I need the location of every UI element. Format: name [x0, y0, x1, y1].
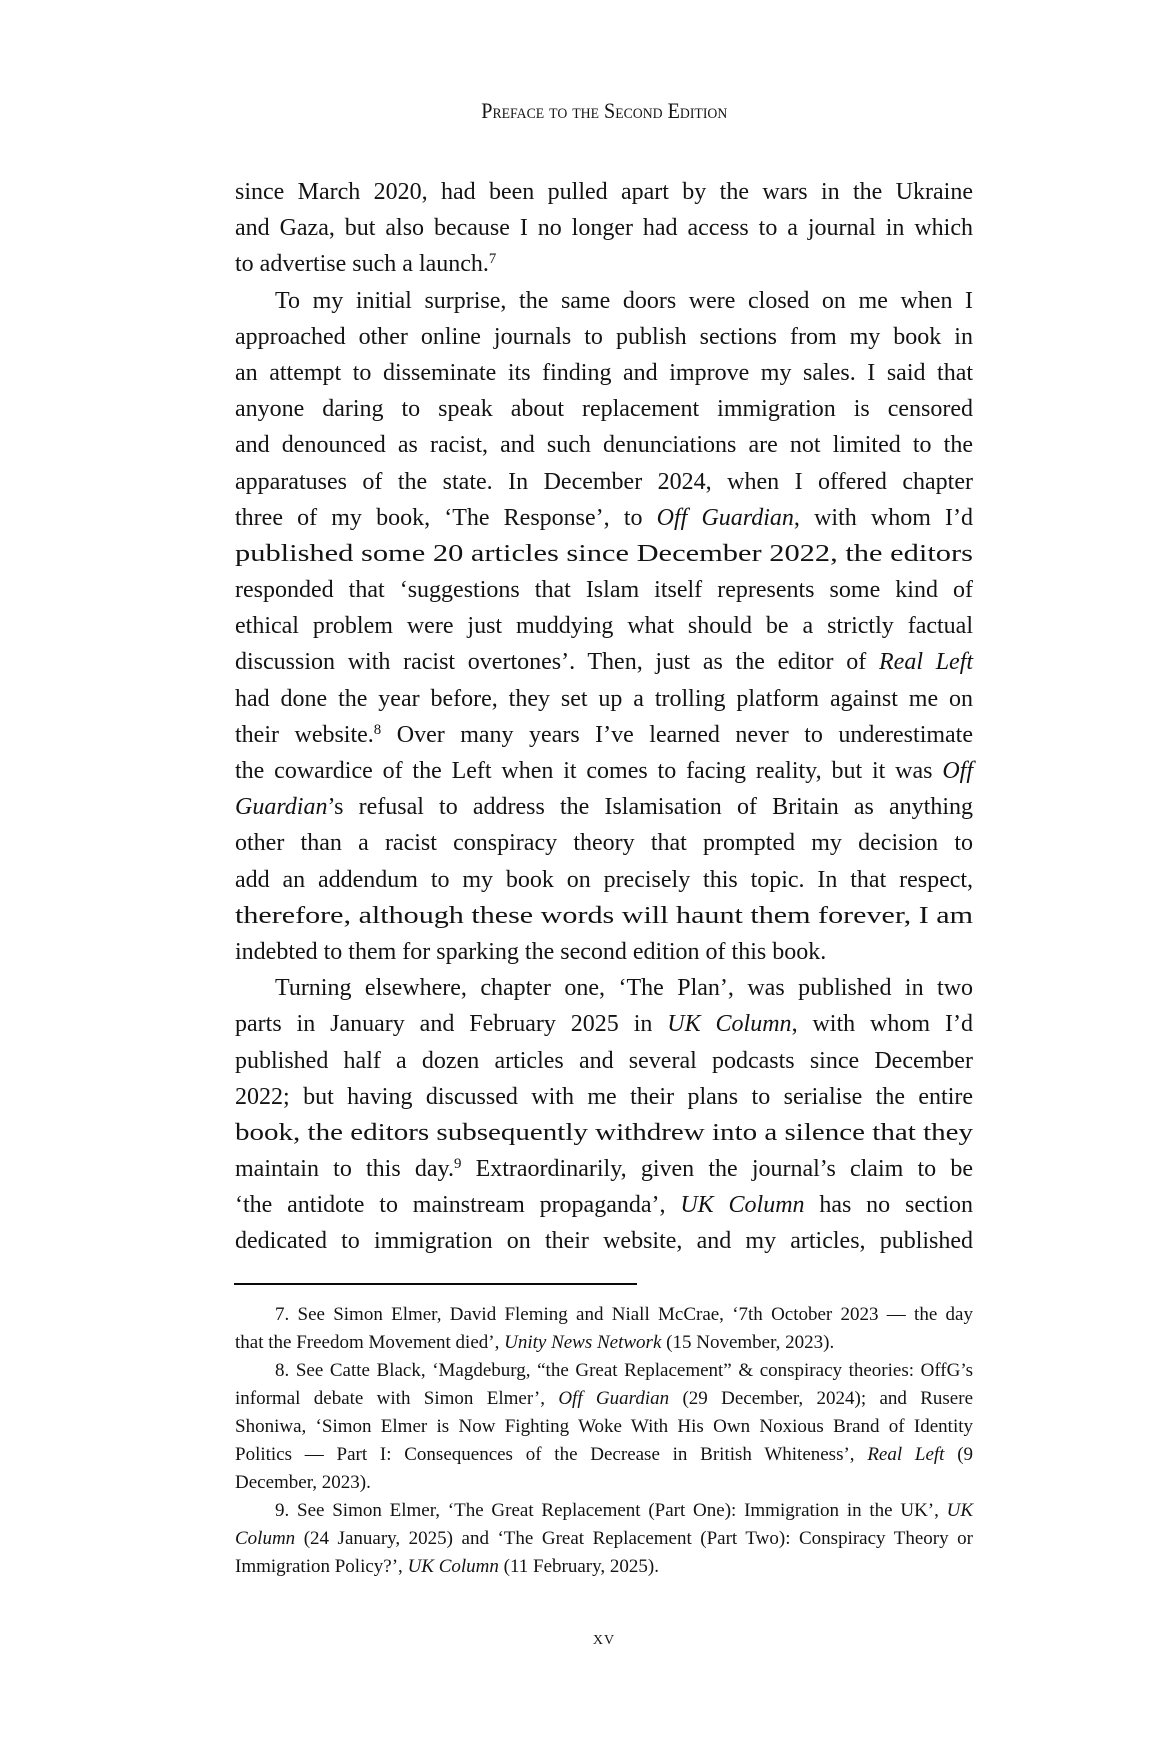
body-text: [235, 174, 973, 1260]
text-segment: , with whom I’d: [793, 504, 974, 531]
text-segment: Unity News Network: [504, 1332, 662, 1353]
footnote-line: [235, 1301, 973, 1329]
text-segment: Shoniwa, ‘Simon Elmer is Now Fighting Woke With His Own Noxious Brand of Identity: [235, 1416, 974, 1437]
text-segment: an attempt to disseminate its finding and improve my sales. I said that: [235, 359, 974, 386]
text-segment: other than a racist conspiracy theory that prompted my decision to: [235, 830, 974, 857]
body-text-line: [235, 934, 973, 970]
footnote-line: [235, 1413, 973, 1441]
text-segment: had done the year before, they set up a trolling platform against me on: [235, 685, 974, 712]
text-segment: To my initial surprise, the same doors were closed on me when I: [275, 287, 974, 314]
body-text-line: [235, 898, 973, 934]
page-number: xv: [592, 1627, 616, 1649]
body-text-line: [235, 210, 973, 246]
text-segment: informal debate with Simon Elmer’,: [235, 1388, 559, 1409]
text-segment: ethical problem were just muddying what should be a strictly factual: [235, 613, 973, 640]
body-text-line: [235, 536, 973, 572]
text-segment: UK: [946, 1500, 974, 1521]
footnote-line: [235, 1441, 973, 1469]
text-segment: UK Column: [407, 1556, 499, 1577]
running-header-text: Preface to the Second Edition: [480, 98, 727, 123]
text-segment: parts in January and February 2025 in: [235, 1011, 668, 1038]
text-segment: to advertise such a launch.: [235, 251, 489, 278]
text-segment: (15 November, 2023).: [661, 1332, 835, 1353]
text-segment: anyone daring to speak about replacement immigration is censored: [235, 396, 973, 423]
body-text-line: [235, 174, 973, 210]
text-segment: 8. See Catte Black, ‘Magdeburg, “the Great Replacement” & conspiracy theories: OffG’s: [275, 1360, 974, 1381]
body-text-line: [235, 427, 973, 463]
running-header: [235, 97, 973, 125]
text-segment: approached other online journals to publish sections from my book in: [235, 323, 973, 350]
text-segment: Real Left: [867, 1444, 945, 1465]
text-segment: has no section: [804, 1192, 973, 1219]
text-segment: maintain to this day.: [235, 1156, 454, 1183]
text-segment: 7. See Simon Elmer, David Fleming and Niall McCrae, ‘7th October 2023 — the day: [275, 1304, 973, 1325]
text-segment: Extraordinarily, given the journal’s claim to be: [461, 1156, 973, 1183]
text-segment: and denounced as racist, and such denunciations are not limited to the: [235, 432, 974, 459]
body-text-line: [235, 717, 973, 753]
footnote-line: [235, 1553, 973, 1581]
text-segment: Over many years I’ve learned never to underestimate: [381, 721, 973, 748]
body-text-line: [235, 246, 973, 282]
text-segment: Column: [235, 1528, 296, 1549]
body-text-line: [235, 644, 973, 680]
body-text-line: [235, 1115, 973, 1151]
text-segment: ’s refusal to address the Islamisation of Britain as anything: [327, 794, 974, 821]
body-text-line: [235, 464, 973, 500]
text-segment: published some 20 articles since December 2022, the editors: [235, 540, 974, 567]
body-text-line: [235, 355, 973, 391]
footnote-reference: 9: [453, 1155, 462, 1172]
text-segment: (29 December, 2024); and Rusere: [669, 1388, 974, 1409]
body-text-line: [235, 1043, 973, 1079]
footnote-line: [235, 1525, 973, 1553]
footnote-line: [235, 1385, 973, 1413]
body-text-line: [235, 608, 973, 644]
text-segment: Guardian: [235, 794, 328, 821]
text-segment: (11 February, 2025).: [498, 1556, 659, 1577]
text-segment: Immigration Policy?’,: [235, 1556, 408, 1577]
text-segment: Off Guardian: [558, 1388, 670, 1409]
text-segment: responded that ‘suggestions that Islam itself represents some kind of: [235, 577, 973, 604]
text-segment: Real Left: [879, 649, 974, 676]
text-segment: Off: [942, 758, 973, 784]
body-text-line: [235, 753, 973, 789]
body-text-line: [235, 1151, 973, 1187]
footnote-line: [235, 1357, 973, 1385]
text-segment: published half a dozen articles and several podcasts since December: [235, 1047, 973, 1074]
footnotes: [235, 1301, 973, 1581]
text-segment: 9. See Simon Elmer, ‘The Great Replacement (Part One): Immigration in the UK’,: [275, 1500, 947, 1521]
body-text-line: [235, 970, 973, 1006]
text-segment: Turning elsewhere, chapter one, ‘The Plan’, was published in two: [275, 975, 974, 1002]
body-text-line: [235, 319, 973, 355]
text-segment: add an addendum to my book on precisely this topic. In that respect,: [235, 866, 974, 893]
text-segment: apparatuses of the state. In December 2024, when I offered chapter: [235, 468, 973, 495]
body-text-line: [235, 789, 973, 825]
text-segment: and Gaza, but also because I no longer had access to a journal in which: [235, 215, 973, 242]
body-text-line: [235, 572, 973, 608]
footnote-line: [235, 1497, 973, 1525]
text-segment: indebted to them for sparking the second edition of this book.: [235, 938, 827, 965]
body-text-line: [235, 391, 973, 427]
text-segment: UK Column: [667, 1011, 792, 1038]
text-segment: ‘the antidote to mainstream propaganda’,: [235, 1192, 681, 1219]
text-segment: book, the editors subsequently withdrew into a silence that they: [235, 1119, 974, 1146]
footnote-line: [235, 1469, 973, 1497]
text-segment: dedicated to immigration on their website, and my articles, published: [235, 1228, 974, 1255]
text-segment: (24 January, 2025) and ‘The Great Replacement (Part Two): Conspiracy Theory or: [295, 1528, 973, 1549]
text-segment: since March 2020, had been pulled apart by the wars in the Ukraine: [235, 179, 973, 205]
footnote-reference: 8: [373, 721, 382, 738]
footnote-line: [235, 1329, 973, 1357]
text-segment: the cowardice of the Left when it comes to facing reality, but it was: [235, 758, 943, 784]
text-segment: that the Freedom Movement died’,: [235, 1332, 505, 1353]
body-text-line: [235, 862, 973, 898]
body-text-line: [235, 1223, 973, 1259]
text-segment: UK Column: [680, 1192, 805, 1219]
body-text-line: [235, 681, 973, 717]
body-text-line: [235, 1079, 973, 1115]
text-segment: (9: [944, 1444, 974, 1465]
text-segment: discussion with racist overtones’. Then, just as the editor of: [235, 649, 879, 676]
text-segment: December, 2023).: [235, 1472, 371, 1493]
body-text-line: [235, 1006, 973, 1042]
text-segment: , with whom I’d: [791, 1011, 973, 1038]
text-segment: therefore, although these words will haunt them forever, I am: [235, 902, 973, 929]
body-text-line: [235, 500, 973, 536]
text-segment: three of my book, ‘The Response’, to: [235, 504, 657, 531]
body-text-line: [235, 825, 973, 861]
footnote-separator: [234, 1283, 637, 1285]
footnote-reference: 7: [488, 251, 497, 268]
text-segment: 2022; but having discussed with me their plans to serialise the entire: [235, 1083, 974, 1110]
body-text-line: [235, 1187, 973, 1223]
text-segment: their website.: [235, 721, 374, 748]
text-segment: Politics — Part I: Consequences of the Decrease in British Whiteness’,: [235, 1444, 868, 1465]
body-text-line: [235, 283, 973, 319]
text-segment: Off Guardian: [656, 504, 794, 531]
